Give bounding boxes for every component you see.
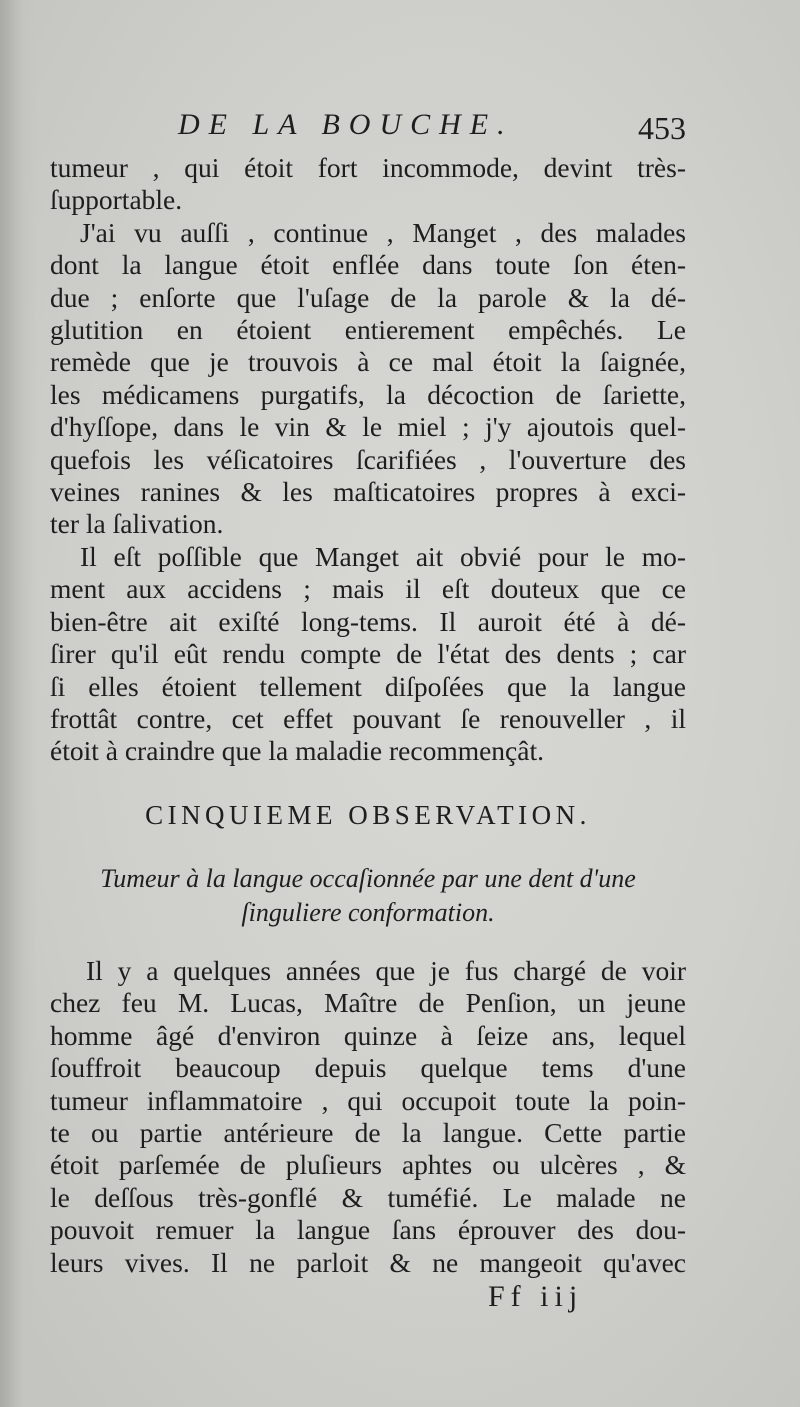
text-line: le deſſous très-gonflé & tuméfié. Le malade ne (50, 1181, 686, 1213)
running-title: DE LA BOUCHE. (178, 108, 514, 141)
text-line: veines ranines & les maſticatoires propres à exci- (50, 476, 686, 508)
page-number: 453 (638, 110, 686, 146)
text-line: pouvoit remuer la langue ſans éprouver des dou- (50, 1214, 686, 1246)
paragraph-1 (50, 152, 686, 217)
text-line: étoit à craindre que la maladie recommençât. (50, 735, 544, 767)
text-line: les médicamens purgatifs, la décoction de ſariette, (50, 378, 686, 410)
text-line: ſupportable. (50, 184, 183, 216)
body-text-2 (50, 955, 686, 1279)
signature-mark: Ff iij (488, 1280, 584, 1313)
text-line: remède que je trouvois à ce mal étoit la ſaignée, (50, 346, 686, 378)
text-line: chez feu M. Lucas, Maître de Penſion, un jeune (50, 987, 686, 1019)
text-line: te ou partie antérieure de la langue. Cette partie (50, 1117, 686, 1149)
body-text (50, 152, 686, 768)
text-line: ſouffroit beaucoup depuis quelque tems d'une (50, 1052, 686, 1084)
paragraph-4 (50, 955, 686, 1279)
text-line: dont la langue étoit enflée dans toute ſon éten- (50, 249, 686, 281)
text-line: d'hyſſope, dans le vin & le miel ; j'y ajoutois quel- (50, 411, 686, 443)
text-line: tumeur , qui étoit fort incommode, devint très- (50, 152, 686, 183)
text-line: leurs vives. Il ne parloit & ne mangeoit qu'avec (50, 1246, 686, 1278)
gutter-shadow (0, 0, 38, 1407)
text-line: frottât contre, cet effet pouvant ſe renouveller , il (50, 702, 686, 734)
text-line: ment aux accidens ; mais il eſt douteux que ce (50, 573, 686, 605)
text-line: bien-être ait exiſté long-tems. Il auroit été à dé- (50, 605, 686, 637)
subtitle-line: ſinguliere conformation. (241, 898, 495, 927)
section-subtitle (50, 862, 686, 930)
section-heading: CINQUIEME OBSERVATION. (145, 800, 591, 830)
text-line: ſi elles étoient tellement diſpoſées que la langue (50, 670, 686, 702)
subtitle-line: Tumeur à la langue occaſionnée par une dent d'une (100, 864, 636, 893)
text-line: ter la ſalivation. (50, 508, 224, 540)
text-line: Il y a quelques années que je fus chargé de voir (86, 955, 686, 986)
text-line: ſirer qu'il eût rendu compte de l'état des dents ; car (50, 638, 686, 670)
paragraph-3 (50, 541, 686, 768)
text-line: Il eſt poſſible que Manget ait obvié pour le mo- (80, 540, 686, 572)
text-line: quefois les véſicatoires ſcarifiées , l'ouverture des (50, 443, 686, 475)
text-line: homme âgé d'environ quinze à ſeize ans, lequel (50, 1019, 686, 1051)
running-head (50, 108, 690, 148)
text-line: tumeur inflammatoire , qui occupoit toute la poin- (50, 1084, 686, 1116)
paragraph-2 (50, 217, 686, 541)
text-line: due ; enſorte que l'uſage de la parole & la dé- (50, 281, 686, 313)
text-line: glutition en étoient entierement empêchés. Le (50, 314, 686, 346)
text-line: étoit parſemée de pluſieurs aphtes ou ulcères , & (50, 1149, 686, 1181)
text-line: J'ai vu auſſi , continue , Manget , des malades (80, 216, 686, 248)
